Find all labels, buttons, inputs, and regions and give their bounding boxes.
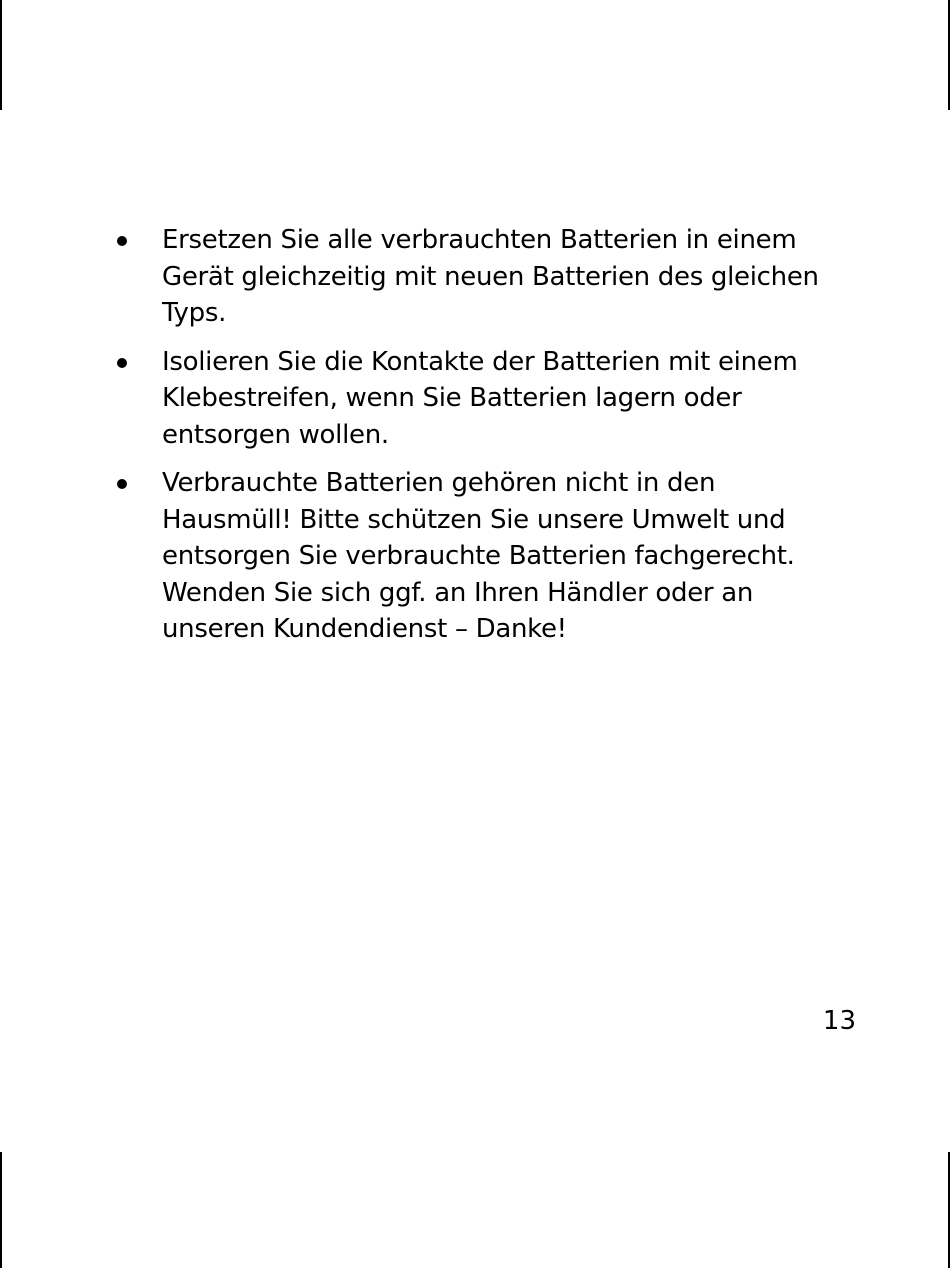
list-item-text-line: Isolieren Sie die Kontakte der Batterien mit einem	[162, 346, 798, 377]
list-item-text-line: Klebestreifen, wenn Sie Batterien lagern oder	[162, 383, 742, 413]
page-number: 13	[822, 1006, 856, 1036]
list-item-text-line: entsorgen wollen.	[162, 419, 389, 450]
list-item	[112, 344, 872, 454]
list-item-text-line: Hausmüll! Bitte schützen Sie unsere Umwelt und	[162, 504, 786, 535]
list-item-text-line: Ersetzen Sie alle verbrauchten Batterien in einem	[162, 225, 797, 255]
list-item	[112, 465, 872, 648]
list-item-text-line: unseren Kundendienst – Danke!	[162, 614, 567, 644]
bullet-icon	[117, 479, 127, 489]
crop-mark-bottom-left	[0, 1152, 2, 1268]
list-item-text-line: Wenden Sie sich ggf. an Ihren Händler oder an	[162, 577, 754, 608]
list-item-text-line: Verbrauchte Batterien gehören nicht in den	[162, 468, 716, 498]
list-item	[112, 222, 872, 332]
crop-mark-top-left	[0, 0, 2, 110]
list-item-text-line: Typs.	[162, 298, 227, 328]
list-item-text-line: entsorgen Sie verbrauchte Batterien fachgerecht.	[162, 541, 795, 571]
battery-instructions-list	[112, 222, 872, 660]
bullet-icon	[117, 358, 127, 368]
bullet-icon	[117, 236, 127, 246]
list-item-text-line: Gerät gleichzeitig mit neuen Batterien des gleichen	[162, 261, 819, 292]
